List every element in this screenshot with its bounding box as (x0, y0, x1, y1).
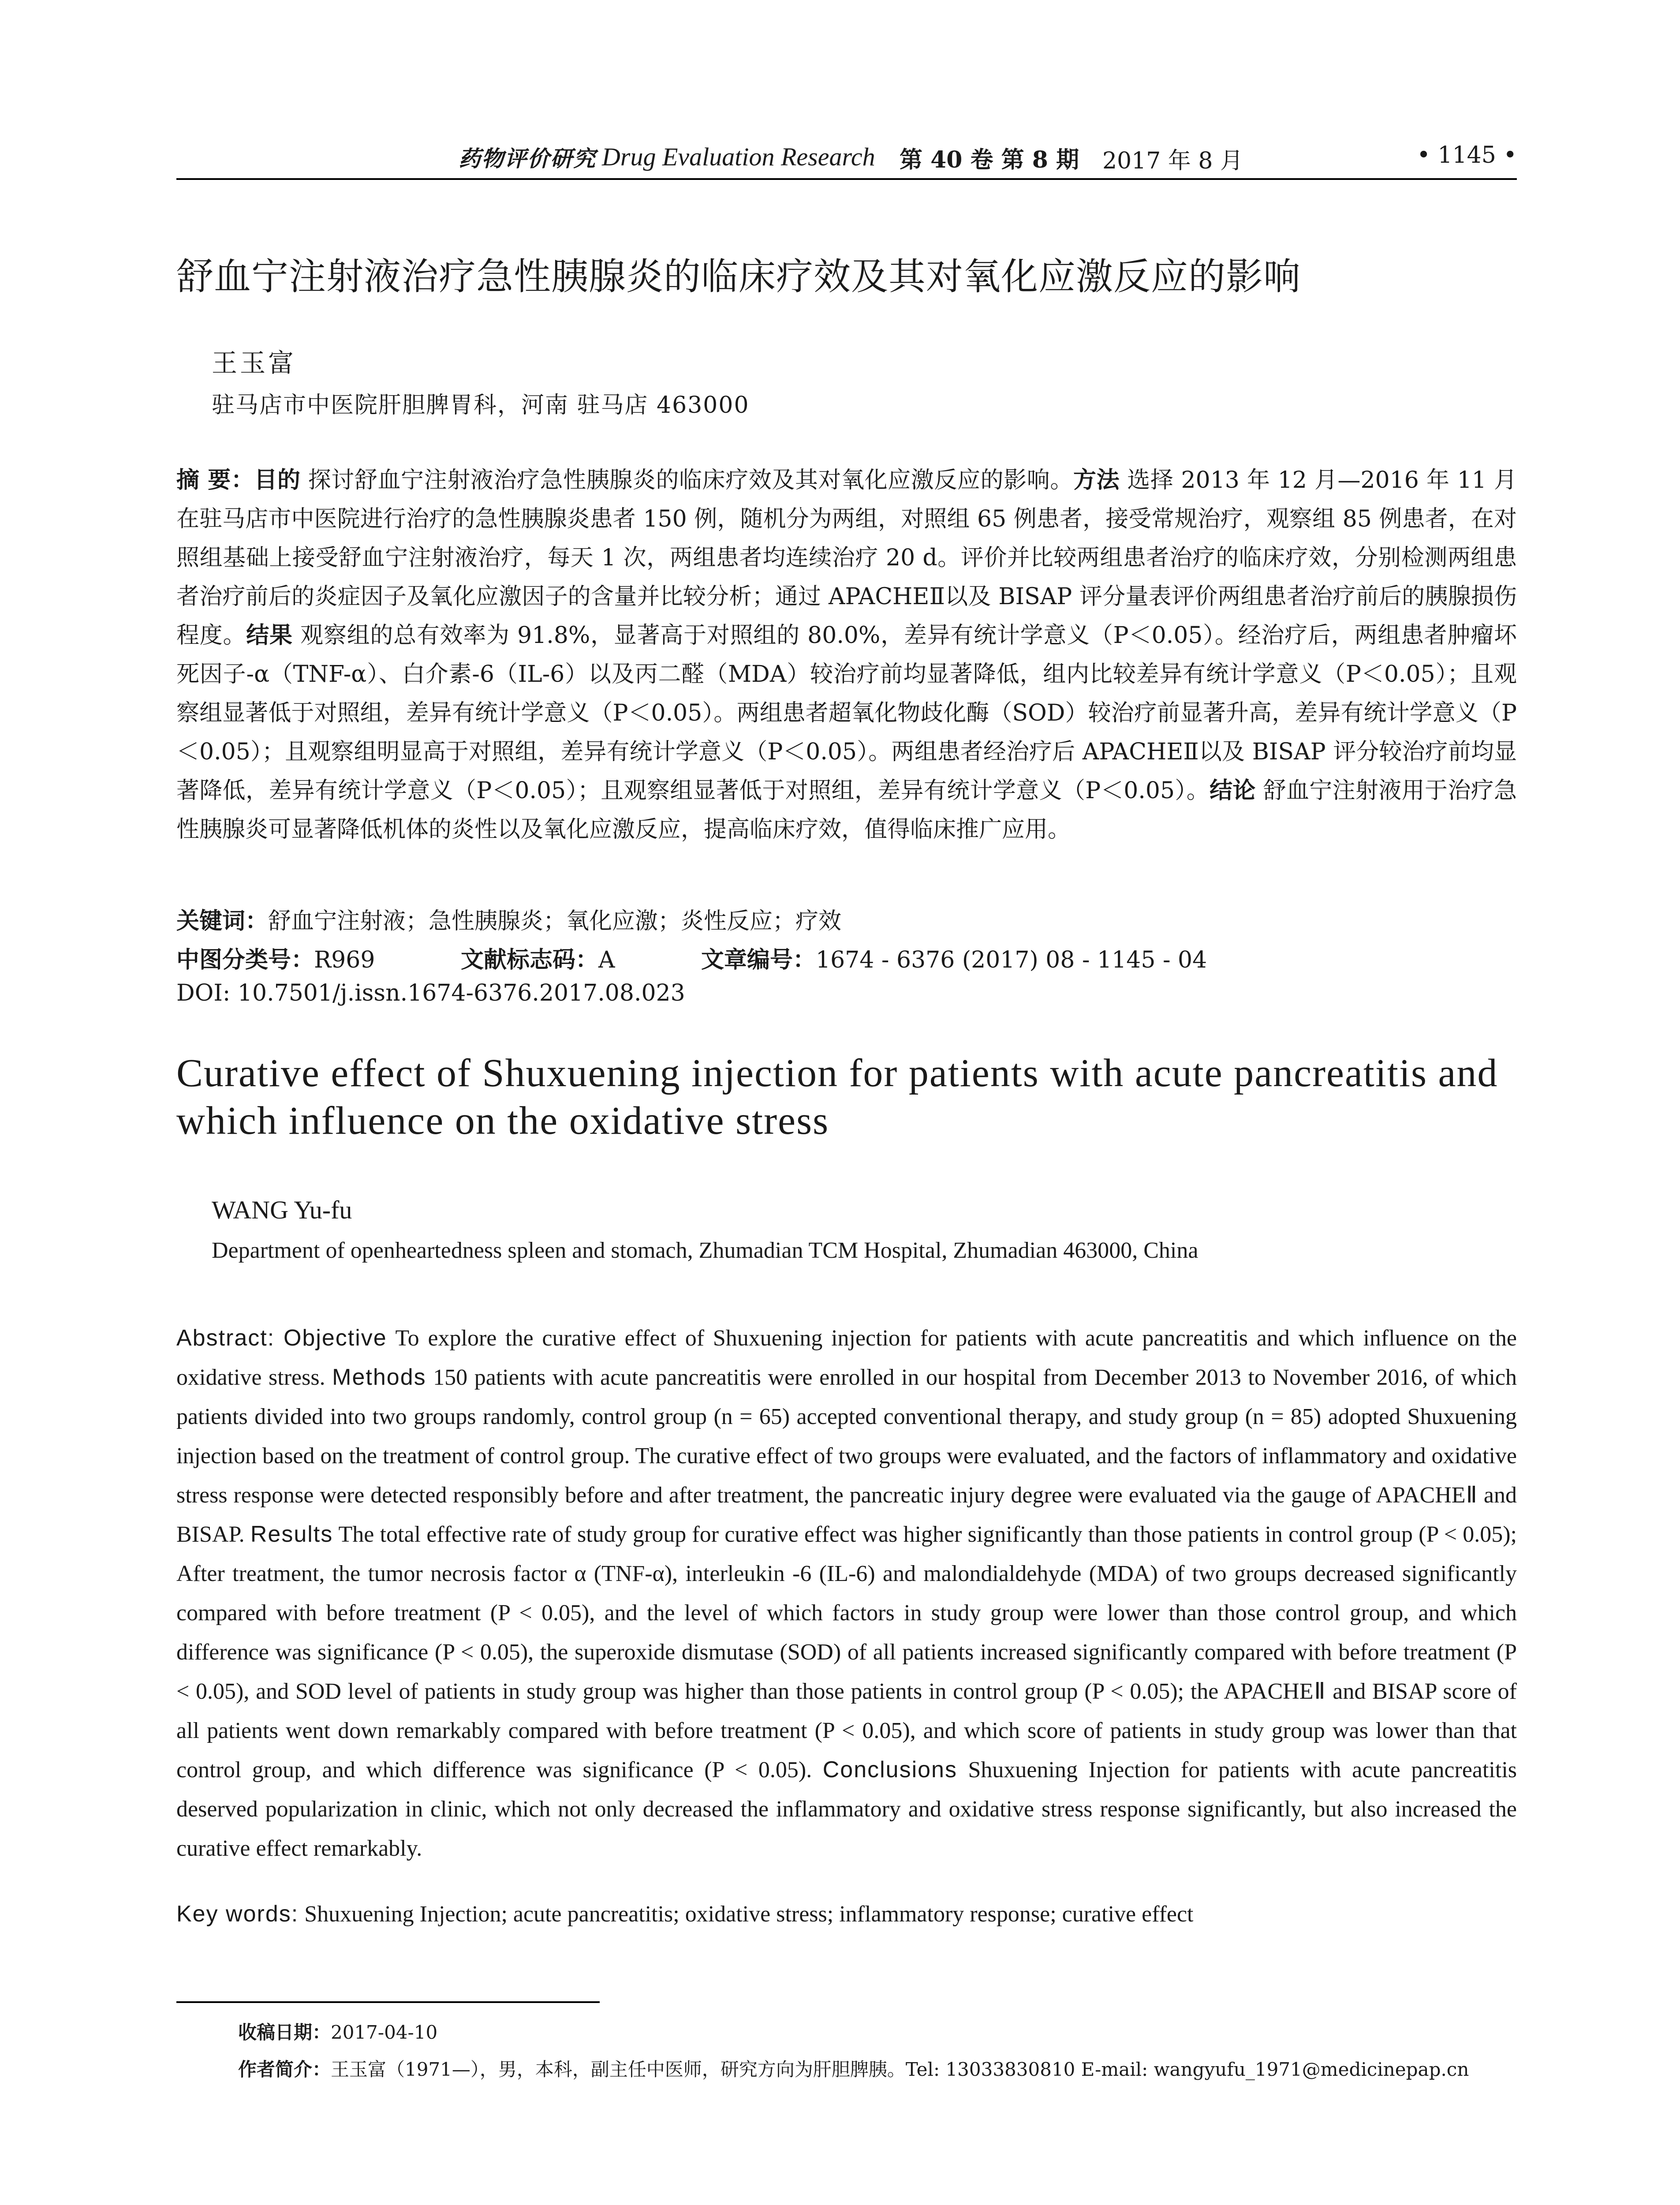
conclusion-label: 结论 (1210, 777, 1256, 804)
received-date (238, 2018, 437, 2044)
footnote-rule (176, 2001, 600, 2003)
keywords-label: 关键词： (176, 908, 269, 934)
en-results-label: Results (250, 1521, 333, 1547)
en-keywords-text: Shuxuening Injection; acute pancreatitis; oxidative stress; inflammatory response; curative effect (299, 1902, 1194, 1927)
en-methods-text: 150 patients with acute pancreatitis were enrolled in our hospital from December 2013 to November 2016, of which patients divided into two groups randomly, control group (n = 65) accepted conventional therapy, and study group (n = 85) adopted Shuxuening injection based on the treatment of control group. The curative effect of two groups were evaluated, and the factors of inflammatory and oxidative stress response were detected responsibly before and after treatment, the pancreatic injury degree were evaluated via the gauge of APACHEⅡ and BISAP. (176, 1365, 1517, 1547)
bio-text: 王玉富（1971—），男，本科，副主任中医师，研究方向为肝胆脾胰。Tel: 13033830810 E-mail: wangyufu_1971@medicinepap.cn (331, 2059, 1469, 2080)
conclusion-text: 舒血宁注射液用于治疗急性胰腺炎可显著降低机体的炎性以及氧化应激反应，提高临床疗效，值得临床推广应用。 (176, 777, 1517, 843)
bio-label: 作者简介： (238, 2059, 331, 2080)
page-number: • 1145 • (1417, 142, 1517, 168)
results-label: 结果 (246, 622, 293, 649)
english-affiliation: Department of openheartedness spleen and stomach, Zhumadian TCM Hospital, Zhumadian 463000, China (212, 1238, 1198, 1263)
received-value: 2017-04-10 (331, 2022, 438, 2043)
clc-label: 中图分类号： (176, 947, 314, 973)
author-bio (238, 2055, 1469, 2082)
english-keywords (176, 1901, 1194, 1927)
english-abstract (176, 1319, 1517, 1868)
doi: DOI: 10.7501/j.issn.1674-6376.2017.08.023 (176, 980, 685, 1006)
methods-label: 方法 (1073, 467, 1120, 493)
english-title: Curative effect of Shuxuening injection for patients with acute pancreatitis and which influence on the oxidative stress (176, 1051, 1498, 1143)
article-number-row (701, 941, 1207, 974)
doccode-label: 文献标志码： (461, 947, 599, 973)
chinese-affiliation: 驻马店市中医院肝胆脾胃科，河南 驻马店 463000 (212, 392, 750, 419)
results-text: 观察组的总有效率为 91.8%，显著高于对照组的 80.0%，差异有统计学意义（P＜0.05）。经治疗后，两组患者肿瘤坏死因子-α（TNF-α）、白介素-6（IL-6）以及丙二醛（MDA）较治疗前均显著降低，组内比较差异有统计学意义（P＜0.05）；且观察组显著低于对照组，差异有统计学意义（P＜0.05）。两组患者超氧化物歧化酶（SOD）较治疗前显著升高，差异有统计学意义（P＜0.05）；且观察组明显高于对照组，差异有统计学意义（P＜0.05）。两组患者经治疗后 APACHEⅡ以及 BISAP 评分较治疗前均显著降低，差异有统计学意义（P＜0.05）；且观察组显著低于对照组，差异有统计学意义（P＜0.05）。 (176, 622, 1517, 804)
journal-name: Drug Evaluation Research (602, 142, 875, 171)
en-conclusions-label: Conclusions (822, 1757, 957, 1783)
articleno-value: 1674 - 6376 (2017) 08 - 1145 - 04 (816, 947, 1207, 973)
chinese-title: 舒血宁注射液治疗急性胰腺炎的临床疗效及其对氧化应激反应的影响 (176, 255, 1301, 298)
en-objective-label: Objective (283, 1325, 387, 1351)
chinese-abstract (176, 461, 1517, 849)
en-conclusions-text: Shuxuening Injection for patients with acute pancreatitis deserved popularization in clinic, which not only decreased the inflammatory and oxidative stress response significantly, but also increased the curative effect remarkably. (176, 1757, 1517, 1861)
received-label: 收稿日期： (238, 2022, 331, 2043)
issue-date: 2017 年 8 月 (1102, 148, 1243, 174)
objective-label: 目的 (254, 467, 301, 493)
objective-text: 探讨舒血宁注射液治疗急性胰腺炎的临床疗效及其对氧化应激反应的影响。 (300, 467, 1073, 493)
methods-text: 选择 2013 年 12 月—2016 年 11 月在驻马店市中医院进行治疗的急性胰腺炎患者 150 例，随机分为两组，对照组 65 例患者，接受常规治疗，观察组 85 例患者，在对照组基础上接受舒血宁注射液治疗，每天 1 次，两组患者均连续治疗 20 d。评价并比较两组患者治疗的临床疗效，分别检测两组患者治疗前后的炎症因子及氧化应激因子的含量并比较分析；通过 APACHEⅡ以及 BISAP 评分量表评价两组患者治疗前后的胰腺损伤程度。 (176, 467, 1517, 649)
english-author: WANG Yu-fu (212, 1196, 352, 1224)
doc-code-row (461, 941, 615, 974)
keywords-text: 舒血宁注射液；急性胰腺炎；氧化应激；炎性反应；疗效 (268, 908, 842, 934)
journal-logo: 药物评价研究 (459, 146, 596, 172)
articleno-label: 文章编号： (701, 947, 816, 973)
chinese-author: 王玉富 (212, 348, 297, 378)
en-objective-text: To explore the curative effect of Shuxuening injection for patients with acute pancreatitis and which influence on the oxidative stress. (176, 1326, 1517, 1390)
en-keywords-label: Key words: (176, 1901, 299, 1927)
header-rule (176, 178, 1517, 180)
en-methods-label: Methods (332, 1364, 426, 1390)
classification-row (176, 941, 375, 974)
en-abstract-label: Abstract: (176, 1325, 275, 1351)
doccode-value: A (598, 947, 615, 973)
clc-value: R969 (314, 947, 375, 973)
en-results-text: The total effective rate of study group for curative effect was higher significantly than those patients in control group (P < 0.05); After treatment, the tumor necrosis factor α (TNF-α), interleukin -6 (IL-6) and malondialdehyde (MDA) of two groups decreased significantly compared with before treatment (P < 0.05), and the level of which factors in study group were lower than those control group, and which difference was significance (P < 0.05), the superoxide dismutase (SOD) of all patients increased significantly compared with before treatment (P < 0.05), and SOD level of patients in study group was higher than those patients in control group (P < 0.05); the APACHEⅡ and BISAP score of all patients went down remarkably compared with before treatment (P < 0.05), and which score of patients in study group was lower than that control group, and which difference was significance (P < 0.05). (176, 1522, 1517, 1783)
chinese-keywords (176, 902, 841, 935)
abstract-label: 摘 要： (176, 467, 254, 493)
issue-info: 第 40 卷 第 8 期 (900, 146, 1079, 173)
